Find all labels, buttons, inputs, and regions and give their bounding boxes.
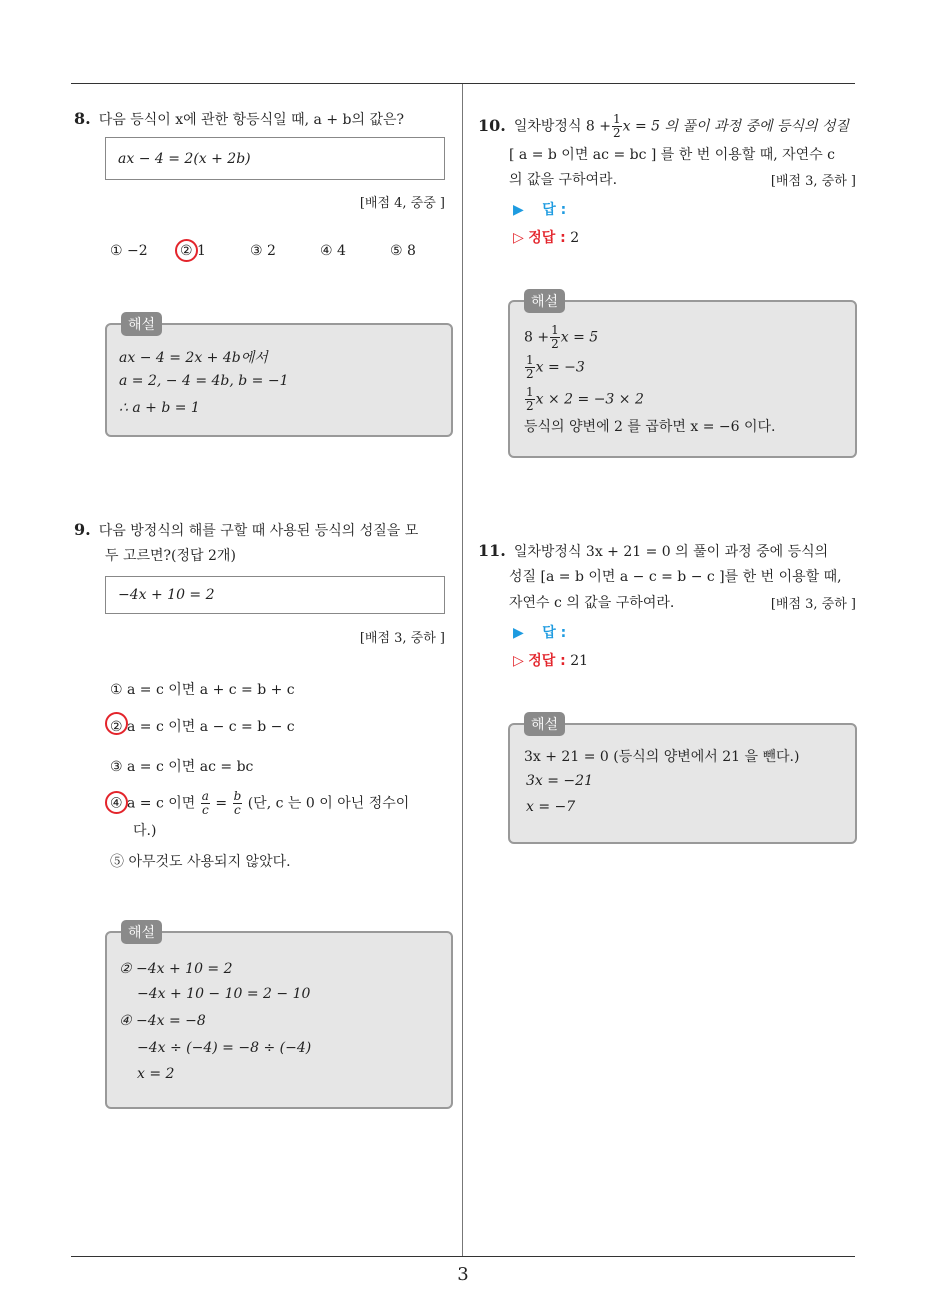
column-divider	[462, 84, 463, 1256]
solution-tag: 해설	[121, 312, 162, 336]
solution-line: ax − 4 = 2x + 4b에서	[119, 350, 268, 366]
score-label: [배점 3, 중하 ]	[770, 597, 856, 612]
solution-line: x = −7	[526, 799, 576, 815]
solution-box	[508, 294, 857, 458]
fraction: $\frac{a}{c}$	[201, 789, 209, 817]
question-text-cont: 자연수 c 의 값을 구하여라.	[509, 595, 675, 611]
top-rule	[71, 83, 855, 84]
score-label: [배점 3, 중하 ]	[770, 174, 856, 189]
question-number: 8.	[74, 109, 91, 128]
question-text: 다음 등식이 x에 관한 항등식일 때, a + b의 값은?	[98, 112, 405, 128]
fraction: $\frac{b}{c}$	[233, 789, 242, 817]
question-text: 다음 방정식의 해를 구할 때 사용된 등식의 성질을 모	[98, 523, 419, 539]
selected-answer-circle	[105, 712, 128, 735]
question-number: 11.	[478, 541, 506, 560]
correct-answer-line	[513, 650, 588, 670]
solution-line: x = 2	[137, 1066, 175, 1082]
correct-value: 2	[570, 230, 580, 246]
choice-4[interactable]: ④ a = c 이면 $\frac{a}{c}$ = $\frac{b}{c}$ (단, c 는 0 이 아닌 정수이	[110, 789, 410, 817]
solution-line: 3x + 21 = 0 (등식의 양변에서 21 을 뺀다.)	[524, 749, 800, 765]
solution-line: 8 + $\frac{1}{2}$ x = 5	[524, 323, 599, 351]
answer-line	[513, 622, 566, 642]
choice-1[interactable]: ① a = c 이면 a + c = b + c	[110, 682, 295, 698]
choice-4-cont: 다.)	[133, 823, 157, 839]
question-text-cont: 성질 [a = b 이면 a − c = b − c ]를 한 번 이용할 때,	[509, 569, 842, 585]
solution-tag: 해설	[524, 712, 565, 736]
question-text-cont: 의 값을 구하여라.	[509, 172, 618, 188]
solution-box	[105, 925, 453, 1109]
play-triangle-icon: ▶	[513, 202, 524, 218]
score-label: [배점 3, 중하 ]	[359, 631, 445, 646]
question-text: 일차방정식 3x + 21 = 0 의 풀이 과정 중에 등식의	[513, 544, 829, 560]
solution-line: −4x + 10 − 10 = 2 − 10	[137, 986, 311, 1002]
question-text-cont: [ a = b 이면 ac = bc ] 를 한 번 이용할 때, 자연수 c	[509, 147, 836, 163]
choice-5[interactable]: ⑤ 아무것도 사용되지 않았다.	[110, 854, 291, 870]
solution-box	[105, 317, 453, 437]
choice-1[interactable]: ① −2	[110, 243, 148, 259]
correct-value: 21	[570, 653, 589, 669]
score-label: [배점 4, 중중 ]	[359, 196, 445, 211]
question-10-stem: 10. 일차방정식 8 + $\frac{1}{2}$ x = 5 의 풀이 과정 중에 등식의 성질	[478, 112, 850, 140]
outline-triangle-icon: ▷	[513, 230, 524, 246]
solution-line: ∴ a + b = 1	[119, 400, 200, 416]
bottom-rule	[71, 1256, 855, 1257]
correct-label: 정답 :	[528, 230, 566, 246]
solution-line: $\frac{1}{2}$ x × 2 = −3 × 2	[526, 385, 644, 413]
question-8-stem	[74, 107, 404, 132]
answer-line	[513, 199, 566, 219]
solution-line: a = 2, − 4 = 4b, b = −1	[119, 373, 289, 389]
correct-label: 정답 :	[528, 653, 566, 669]
question-11-stem	[478, 539, 828, 564]
choice-3[interactable]: ③ a = c 이면 ac = bc	[110, 759, 254, 775]
choice-3[interactable]: ③ 2	[250, 243, 276, 259]
question-text-cont: 두 고르면?(정답 2개)	[105, 548, 236, 564]
outline-triangle-icon: ▷	[513, 653, 524, 669]
choice-5[interactable]: ⑤ 8	[390, 243, 416, 259]
fraction: $\frac{1}{2}$	[613, 112, 621, 140]
solution-line: $\frac{1}{2}$ x = −3	[526, 353, 585, 381]
solution-line: ④ −4x = −8	[119, 1013, 206, 1029]
solution-line: −4x ÷ (−4) = −8 ÷ (−4)	[137, 1040, 312, 1056]
equation-box: −4x + 10 = 2	[105, 576, 445, 614]
question-number: 10.	[478, 115, 506, 135]
solution-line: ② −4x + 10 = 2	[119, 961, 233, 977]
choice-4[interactable]: ④ 4	[320, 243, 346, 259]
question-9-stem	[74, 518, 418, 543]
choice-2[interactable]: ② 1	[180, 243, 206, 259]
choice-2[interactable]: ② a = c 이면 a − c = b − c	[110, 719, 295, 735]
question-number: 9.	[74, 520, 91, 539]
answer-label: 답 :	[542, 625, 567, 641]
answer-label: 답 :	[542, 202, 567, 218]
play-triangle-icon: ▶	[513, 625, 524, 641]
solution-line: 3x = −21	[526, 773, 593, 789]
correct-answer-line	[513, 227, 579, 247]
selected-answer-circle	[105, 791, 128, 814]
solution-box	[508, 717, 857, 844]
equation-box: ax − 4 = 2(x + 2b)	[105, 137, 445, 180]
solution-tag: 해설	[524, 289, 565, 313]
solution-line: 등식의 양변에 2 를 곱하면 x = −6 이다.	[524, 419, 776, 435]
selected-answer-circle	[175, 239, 198, 262]
page-number: 3	[457, 1264, 469, 1285]
solution-tag: 해설	[121, 920, 162, 944]
